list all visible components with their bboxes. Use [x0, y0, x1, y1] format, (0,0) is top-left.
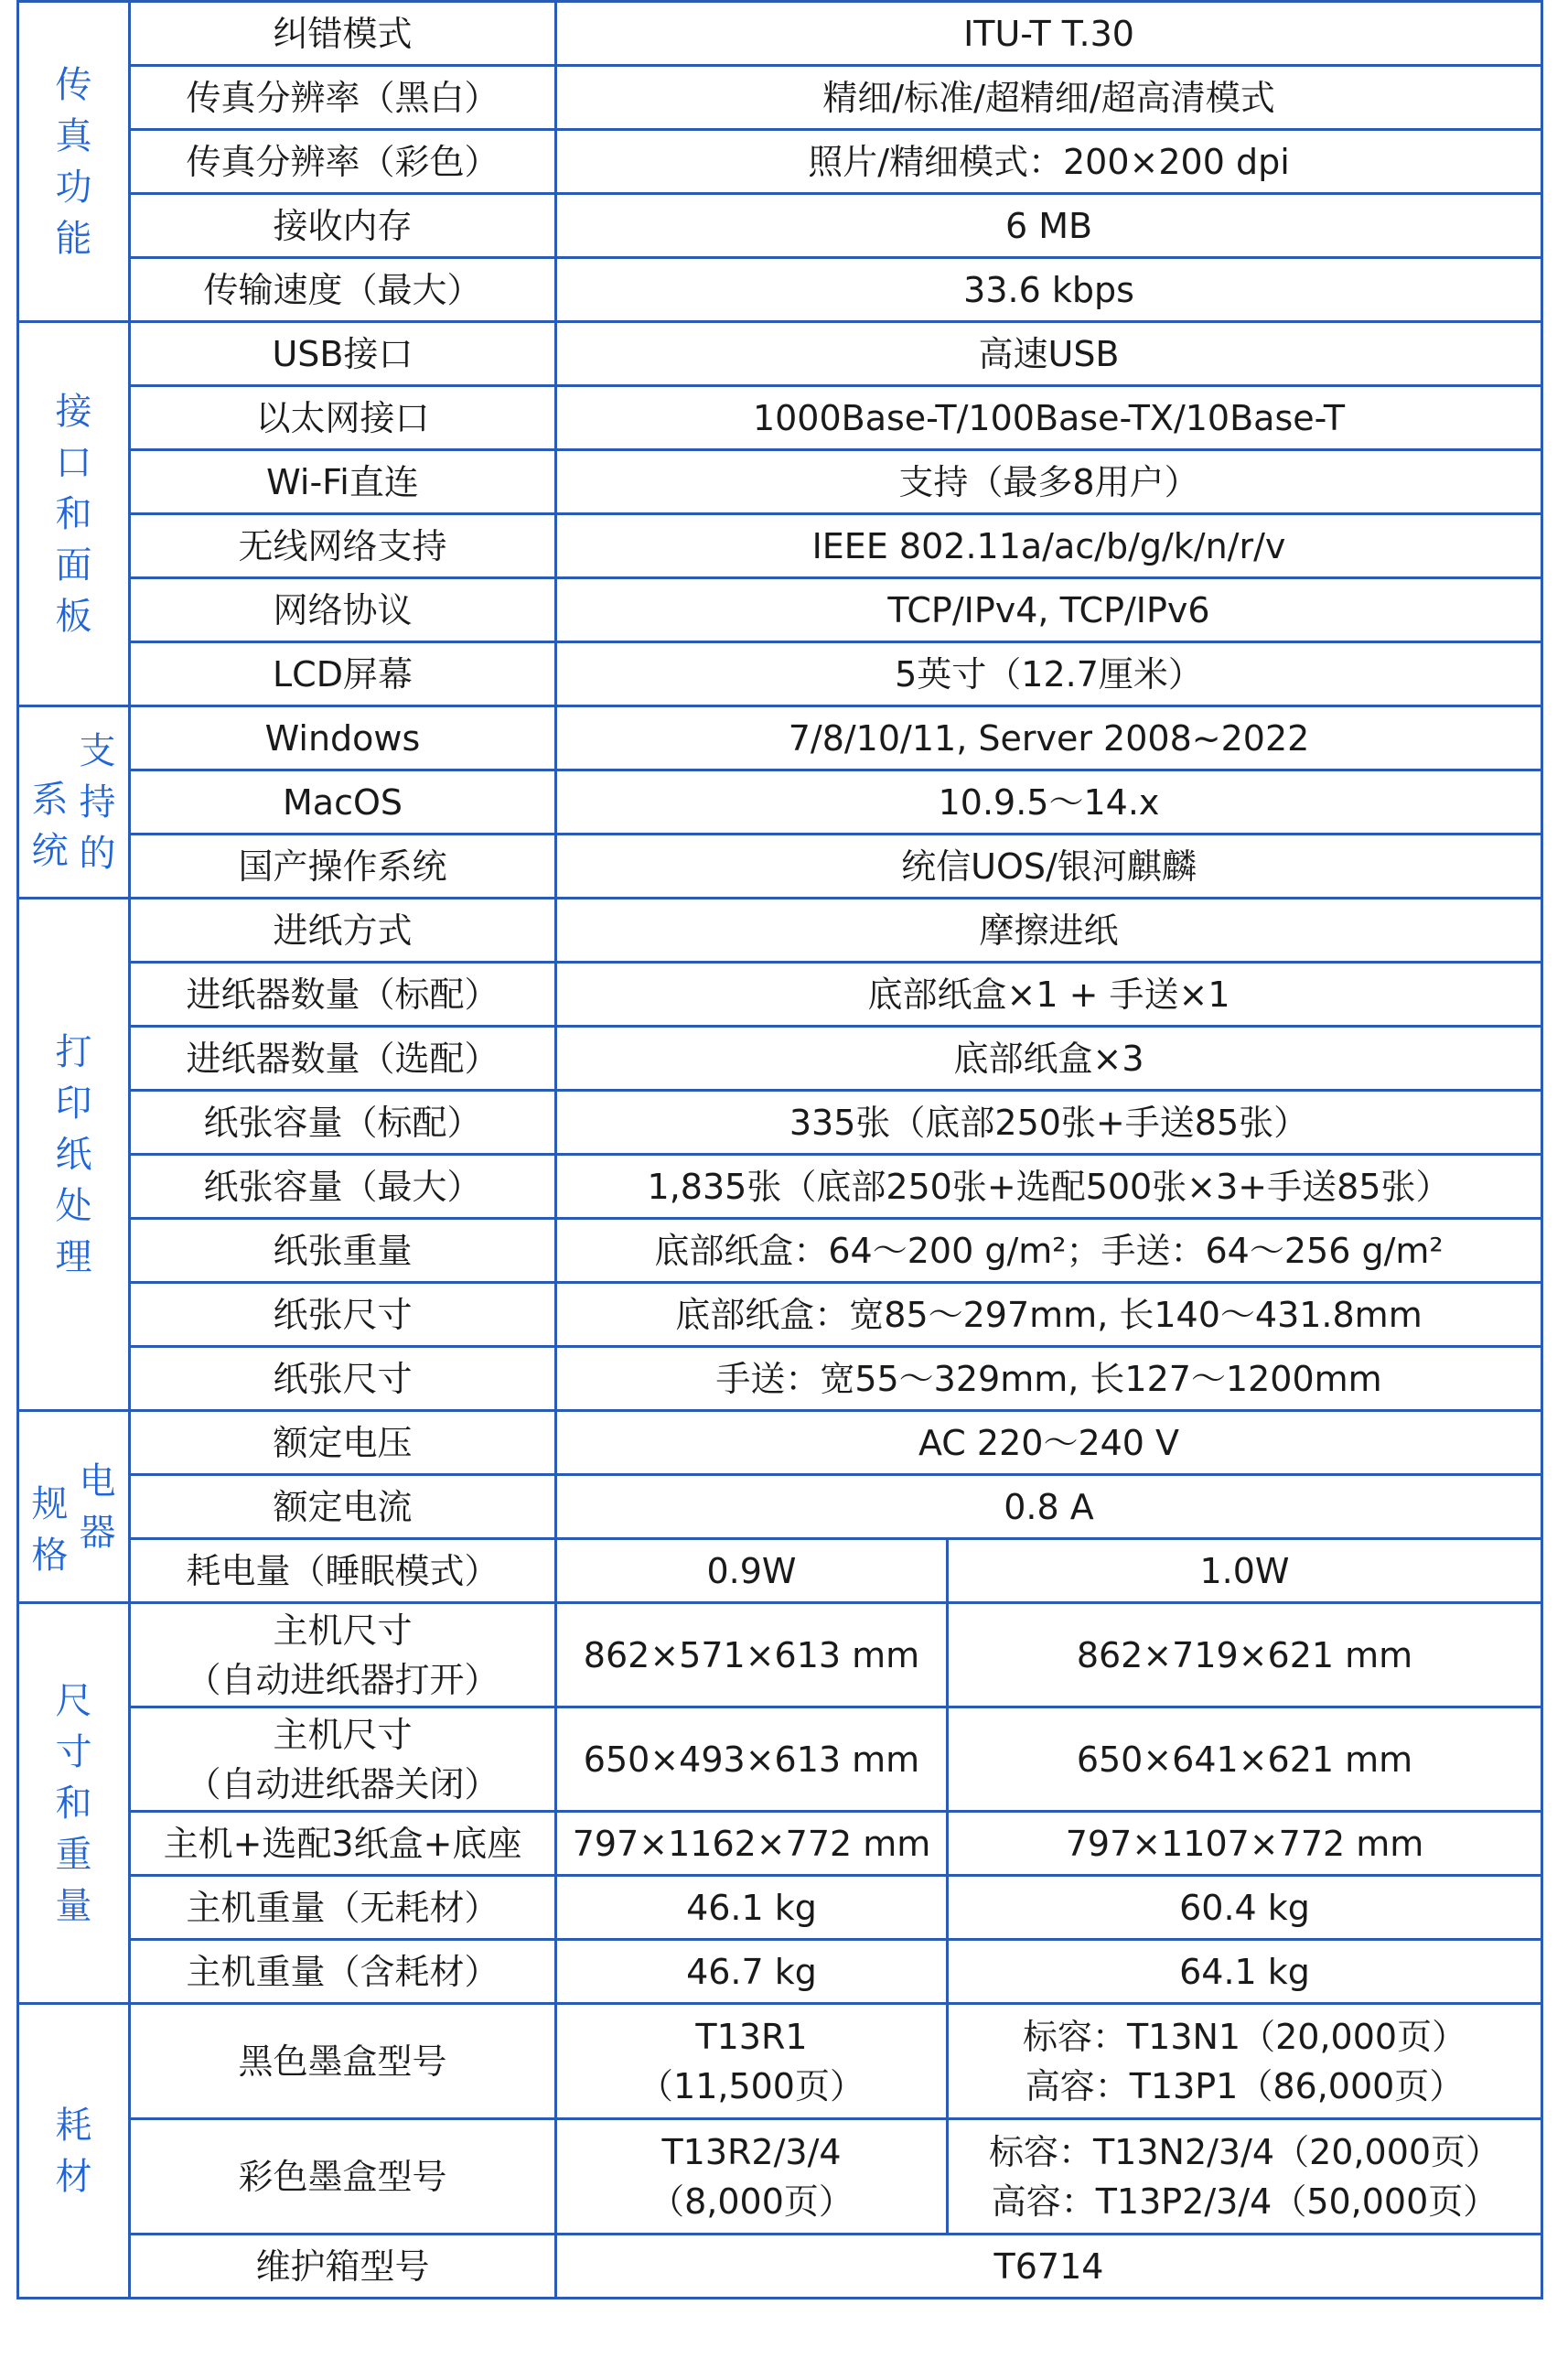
- row-value: 底部纸盒：64～200 g/m²；手送：64～256 g/m²: [556, 1219, 1542, 1283]
- row-value-right: 标容：T13N1（20,000页） 高容：T13P1（86,000页）: [948, 2004, 1542, 2119]
- row-label: 网络协议: [130, 578, 556, 642]
- row-value: 手送：宽55～329mm, 长127～1200mm: [556, 1347, 1542, 1411]
- row-value: 6 MB: [556, 194, 1542, 258]
- row-label: 主机+选配3纸盒+底座: [130, 1812, 556, 1876]
- row-value: 33.6 kbps: [556, 258, 1542, 322]
- row-value-right: 1.0W: [948, 1539, 1542, 1603]
- row-value: T6714: [556, 2235, 1542, 2299]
- category-consumables: 耗材: [18, 2004, 130, 2299]
- table-row: [18, 1219, 1542, 1283]
- row-value: 照片/精细模式：200×200 dpi: [556, 130, 1542, 194]
- table-row: [18, 514, 1542, 578]
- category-size-weight: 尺寸和重量: [18, 1603, 130, 2004]
- row-label: 纸张尺寸: [130, 1283, 556, 1347]
- row-label: 主机尺寸 （自动进纸器打开）: [130, 1603, 556, 1707]
- row-value: 高速USB: [556, 322, 1542, 386]
- row-label: 接收内存: [130, 194, 556, 258]
- row-value-right: 60.4 kg: [948, 1876, 1542, 1940]
- row-label: 进纸方式: [130, 899, 556, 963]
- row-label: 主机尺寸 （自动进纸器关闭）: [130, 1707, 556, 1812]
- table-row: [18, 1027, 1542, 1091]
- row-label: 彩色墨盒型号: [130, 2119, 556, 2235]
- category-electrical: 规格 电器: [18, 1411, 130, 1603]
- row-value: 0.8 A: [556, 1475, 1542, 1539]
- row-label: 国产操作系统: [130, 835, 556, 899]
- category-interface: 接口和面板: [18, 322, 130, 706]
- row-value: 7/8/10/11, Server 2008~2022: [556, 706, 1542, 770]
- row-label: USB接口: [130, 322, 556, 386]
- table-row: [18, 450, 1542, 514]
- row-label: 维护箱型号: [130, 2235, 556, 2299]
- row-value-right: 650×641×621 mm: [948, 1707, 1542, 1812]
- row-value-left: 0.9W: [556, 1539, 948, 1603]
- row-label: MacOS: [130, 770, 556, 835]
- row-label: 以太网接口: [130, 386, 556, 450]
- table-row: [18, 1707, 1542, 1812]
- row-label: 额定电流: [130, 1475, 556, 1539]
- row-value: 1000Base-T/100Base-TX/10Base-T: [556, 386, 1542, 450]
- table-row: [18, 1539, 1542, 1603]
- row-label: 主机重量（无耗材）: [130, 1876, 556, 1940]
- row-value: 10.9.5～14.x: [556, 770, 1542, 835]
- table-row: [18, 963, 1542, 1027]
- row-value-right: 797×1107×772 mm: [948, 1812, 1542, 1876]
- table-row: [18, 2, 1542, 66]
- row-value: 支持（最多8用户）: [556, 450, 1542, 514]
- row-value: 5英寸（12.7厘米）: [556, 642, 1542, 706]
- row-value-right: 64.1 kg: [948, 1940, 1542, 2004]
- table-row: [18, 258, 1542, 322]
- table-row: [18, 2119, 1542, 2235]
- row-value: ITU-T T.30: [556, 2, 1542, 66]
- row-value-left: 46.7 kg: [556, 1940, 948, 2004]
- row-value-left: T13R2/3/4 （8,000页）: [556, 2119, 948, 2235]
- table-row: [18, 1283, 1542, 1347]
- row-value-right: 标容：T13N2/3/4（20,000页） 高容：T13P2/3/4（50,000页）: [948, 2119, 1542, 2235]
- table-row: [18, 835, 1542, 899]
- table-row: [18, 66, 1542, 130]
- table-row: [18, 1091, 1542, 1155]
- category-os: 系统 支持的: [18, 706, 130, 899]
- table-row: [18, 1347, 1542, 1411]
- row-label: LCD屏幕: [130, 642, 556, 706]
- row-label: 耗电量（睡眠模式）: [130, 1539, 556, 1603]
- row-label: Wi-Fi直连: [130, 450, 556, 514]
- row-label: 主机重量（含耗材）: [130, 1940, 556, 2004]
- spec-table: [16, 0, 1543, 2299]
- category-paper: 打印纸处理: [18, 899, 130, 1411]
- table-row: [18, 2235, 1542, 2299]
- table-row: [18, 1411, 1542, 1475]
- row-label: 无线网络支持: [130, 514, 556, 578]
- row-label: Windows: [130, 706, 556, 770]
- row-value: 精细/标准/超精细/超高清模式: [556, 66, 1542, 130]
- table-row: [18, 642, 1542, 706]
- row-value: 底部纸盒×3: [556, 1027, 1542, 1091]
- row-label: 黑色墨盒型号: [130, 2004, 556, 2119]
- table-row: [18, 1876, 1542, 1940]
- row-value: IEEE 802.11a/ac/b/g/k/n/r/v: [556, 514, 1542, 578]
- table-row: [18, 2004, 1542, 2119]
- row-label: 纸张重量: [130, 1219, 556, 1283]
- table-row: [18, 322, 1542, 386]
- table-row: [18, 194, 1542, 258]
- table-row: [18, 1155, 1542, 1219]
- row-value: 1,835张（底部250张+选配500张×3+手送85张）: [556, 1155, 1542, 1219]
- table-row: [18, 130, 1542, 194]
- table-row: [18, 1603, 1542, 1707]
- row-label: 纸张尺寸: [130, 1347, 556, 1411]
- row-label: 传真分辨率（彩色）: [130, 130, 556, 194]
- table-row: [18, 1812, 1542, 1876]
- row-value: 335张（底部250张+手送85张）: [556, 1091, 1542, 1155]
- table-row: [18, 578, 1542, 642]
- row-value-right: 862×719×621 mm: [948, 1603, 1542, 1707]
- table-row: [18, 386, 1542, 450]
- table-row: [18, 770, 1542, 835]
- row-value: 摩擦进纸: [556, 899, 1542, 963]
- row-value: AC 220～240 V: [556, 1411, 1542, 1475]
- row-value-left: 797×1162×772 mm: [556, 1812, 948, 1876]
- row-label: 纠错模式: [130, 2, 556, 66]
- row-value: TCP/IPv4, TCP/IPv6: [556, 578, 1542, 642]
- row-label: 传输速度（最大）: [130, 258, 556, 322]
- row-value: 底部纸盒：宽85～297mm, 长140～431.8mm: [556, 1283, 1542, 1347]
- row-label: 纸张容量（标配）: [130, 1091, 556, 1155]
- row-value: 底部纸盒×1 + 手送×1: [556, 963, 1542, 1027]
- table-row: [18, 706, 1542, 770]
- table-row: [18, 899, 1542, 963]
- category-fax: 传真功能: [18, 2, 130, 322]
- row-label: 额定电压: [130, 1411, 556, 1475]
- row-label: 传真分辨率（黑白）: [130, 66, 556, 130]
- row-label: 纸张容量（最大）: [130, 1155, 556, 1219]
- row-value-left: 650×493×613 mm: [556, 1707, 948, 1812]
- row-value-left: 862×571×613 mm: [556, 1603, 948, 1707]
- table-row: [18, 1475, 1542, 1539]
- row-value-left: 46.1 kg: [556, 1876, 948, 1940]
- row-value-left: T13R1 （11,500页）: [556, 2004, 948, 2119]
- row-label: 进纸器数量（选配）: [130, 1027, 556, 1091]
- row-label: 进纸器数量（标配）: [130, 963, 556, 1027]
- table-row: [18, 1940, 1542, 2004]
- row-value: 统信UOS/银河麒麟: [556, 835, 1542, 899]
